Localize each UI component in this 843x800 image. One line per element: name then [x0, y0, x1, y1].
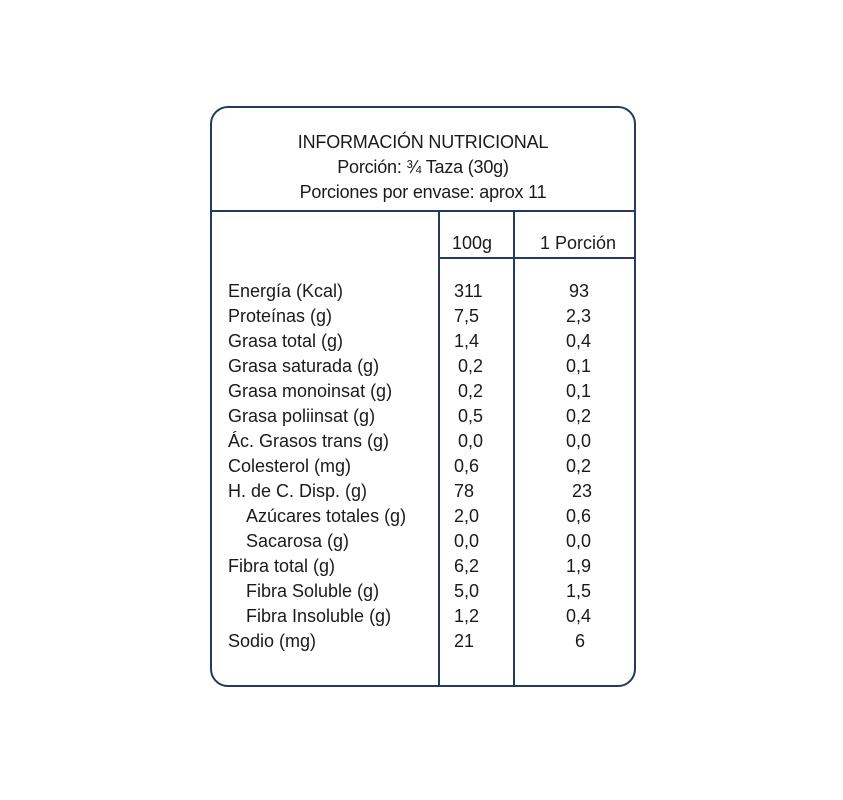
nutrient-name: Fibra Insoluble (g) [246, 606, 392, 626]
value-per-serving: 0,4 [566, 606, 592, 626]
value-per-serving: 0,2 [566, 456, 592, 476]
value-per-100g: 5,0 [454, 581, 480, 601]
value-per-100g: 311 [454, 281, 483, 301]
nutrient-rows [212, 279, 634, 654]
value-per-100g: 1,4 [454, 331, 480, 351]
nutrient-name: Grasa total (g) [228, 331, 344, 351]
nutrient-row-cholesterol [212, 454, 634, 479]
nutrient-row-soluble-fiber [212, 579, 634, 604]
value-per-serving: 1,9 [566, 556, 592, 576]
value-per-serving: 93 [569, 281, 590, 301]
value-per-100g: 2,0 [454, 506, 480, 526]
value-per-100g: 0,2 [458, 381, 484, 401]
value-per-100g: 1,2 [454, 606, 480, 626]
value-per-serving: 0,6 [566, 506, 592, 526]
nutrient-name: Ác. Grasos trans (g) [228, 431, 390, 451]
value-per-serving: 0,2 [566, 406, 592, 426]
nutrient-row-trans-fat [212, 429, 634, 454]
nutrient-row-available-carbs [212, 479, 634, 504]
nutrient-name: H. de C. Disp. (g) [228, 481, 368, 501]
value-per-serving: 0,1 [566, 356, 592, 376]
nutrient-name: Grasa poliinsat (g) [228, 406, 376, 426]
label-title: INFORMACIÓN NUTRICIONAL [297, 132, 549, 152]
nutrient-name: Sodio (mg) [228, 631, 317, 651]
serving-size: Porción: ¾ Taza (30g) [337, 157, 509, 177]
nutrient-row-protein [212, 304, 634, 329]
nutrient-row-total-fat [212, 329, 634, 354]
servings-per-container: Porciones por envase: aprox 11 [299, 182, 547, 202]
nutrient-row-energy [212, 279, 634, 304]
nutrient-name: Azúcares totales (g) [246, 506, 407, 526]
nutrient-row-total-sugars [212, 504, 634, 529]
value-per-100g: 7,5 [454, 306, 480, 326]
value-per-100g: 0,2 [458, 356, 484, 376]
nutrient-row-sodium [212, 629, 634, 654]
value-per-100g: 0,0 [458, 431, 484, 451]
column-header-rule [438, 257, 634, 259]
column-header-per-serving: 1 Porción [540, 233, 617, 253]
nutrition-facts-panel [210, 106, 636, 687]
value-per-serving: 0,0 [566, 431, 592, 451]
value-per-100g: 6,2 [454, 556, 480, 576]
nutrient-name: Colesterol (mg) [228, 456, 352, 476]
nutrient-row-insoluble-fiber [212, 604, 634, 629]
column-header-100g: 100g [452, 233, 493, 253]
nutrient-name: Grasa monoinsat (g) [228, 381, 393, 401]
nutrient-name: Sacarosa (g) [246, 531, 350, 551]
value-per-100g: 78 [454, 481, 475, 501]
value-per-serving: 2,3 [566, 306, 592, 326]
nutrient-name: Grasa saturada (g) [228, 356, 380, 376]
value-per-serving: 0,1 [566, 381, 592, 401]
nutrient-name: Fibra total (g) [228, 556, 336, 576]
value-per-100g: 0,6 [454, 456, 480, 476]
nutrient-name: Proteínas (g) [228, 306, 333, 326]
nutrient-row-total-fiber [212, 554, 634, 579]
value-per-serving: 6 [575, 631, 586, 651]
value-per-serving: 0,4 [566, 331, 592, 351]
value-per-100g: 21 [454, 631, 475, 651]
nutrient-row-saturated-fat [212, 354, 634, 379]
value-per-100g: 0,5 [458, 406, 484, 426]
value-per-serving: 0,0 [566, 531, 592, 551]
nutrient-row-monounsaturated-fat [212, 379, 634, 404]
nutrient-row-sucrose [212, 529, 634, 554]
nutrient-row-polyunsaturated-fat [212, 404, 634, 429]
value-per-100g: 0,0 [454, 531, 480, 551]
value-per-serving: 23 [572, 481, 593, 501]
nutrient-name: Energía (Kcal) [228, 281, 344, 301]
label-header [212, 108, 634, 212]
value-per-serving: 1,5 [566, 581, 592, 601]
nutrient-name: Fibra Soluble (g) [246, 581, 380, 601]
